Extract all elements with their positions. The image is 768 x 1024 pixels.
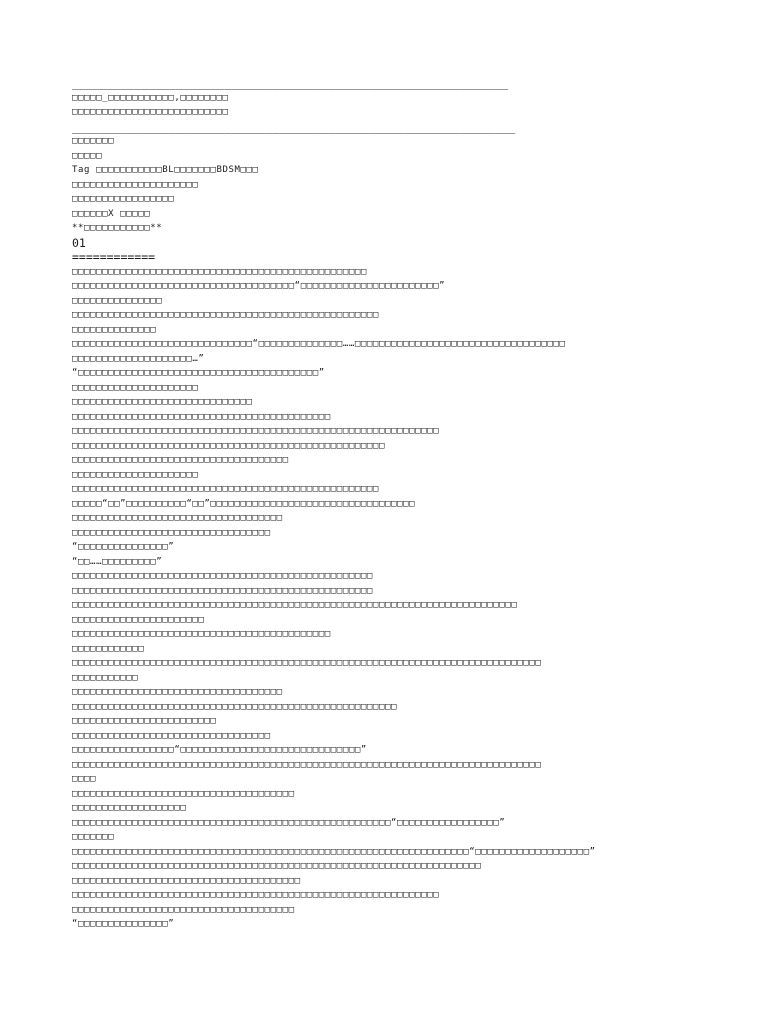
text-line: □□□□□□□□□□□□□□□□□□□: [72, 803, 187, 813]
separator-line: _______________________________________________________________: [72, 76, 509, 90]
heading-rule: ============: [72, 250, 156, 264]
text-line: □□□□□□□□□□□□□□□□□□□□□□□□□□□□□□□□□□□□□“□□□□□□□□□□□□□□□□□□□□□□□”: [72, 281, 446, 291]
text-line: □□□□□□□□□□□□□□□□□□□□□□□□□□□□□□□□□□□□□□□□□□□□□□□□□□□□□□□□□□□□□□□□□□□□□□□□□□□□□□: [72, 759, 542, 770]
text-line: □□□□□□□□□□□□□□□□□□□□□□□□□□□□□□□□□□□□□□□□□□□□□□□□□□: [72, 571, 373, 581]
text-line: □□□□□□□□□□□□□□□□□□□□□□□□□□□□□□□□□□□□□□□□□□□□□□□□□□□□□□: [72, 701, 397, 712]
text-line: □□□□□□□□□□□□□□□□□□□□□□□□□□□□□□□□□□□□□□□□□□□□□□□□□: [72, 266, 367, 277]
text-line: □□□□□□□□□□□□□□□□□□□□□□□□□□□□□□□□□□□□: [72, 455, 289, 465]
text-line: “□□□□□□□□□□□□□□□□□□□□□□□□□□□□□□□□□□□□□□□□”: [72, 368, 325, 378]
text-line: □□□□□□□: [72, 136, 115, 146]
separator-line: ________________________________________________________________: [72, 119, 516, 134]
text-line: □□□□□□□□□□□□□□□□□□□□□□□□□□□□□□□□□□□□□□□□□□□□□□□□□□□□□□□□□□□□□: [72, 426, 440, 436]
text-line: □□□□□□□□□□□□□□□□□□□□□□□□□□□□□□□□□□□□□□□□□□□□□□□□□□□: [72, 484, 379, 494]
text-line: □□□□□□□□□□□□□□□□□□□□□□□□□□□□□□□□□□□: [72, 687, 283, 697]
text-line: □□□□□□□□□□□□□□: [72, 324, 157, 335]
text-line: □□□□□□□□□□□□□□□□□□□□□□□□□□□□□□□□□□□□□□□□□□□□□□□□□□□□□□□□□□□□□□□□□□□□□□□□□□□□□□: [72, 658, 542, 668]
text-line: □□□□□□□□□□□□□□□□□□□□□□□□□□□□□□□□□□□: [72, 513, 283, 523]
text-line: “□□□□□□□□□□□□□□□”: [72, 919, 175, 929]
text-line: □□□□□□□□□□□□□□□□□□□□□□□□□□□□□□□□□□□□□□□□□□□□□□□□□□□□□□□□□□□□□□□□□□“□□□□□□□□□□□□□□□□□□□”: [72, 846, 596, 857]
text-line: □□□□□□□□□□□□□□□□□□□□□□□□□□□□□□: [72, 397, 253, 407]
text-line: □□□□□□□□□□□□□□□□□□□□□□□□□□□□□□□□□: [72, 527, 271, 538]
text-line: □□□□□□□□□□□□: [72, 643, 145, 654]
text-line: □□□□□□□□□□□□□□□□□□□□□□□□□□□□□□□□□□□□□□□□□□□□□□□□□□□□□“□□□□□□□□□□□□□□□□□”: [72, 817, 506, 828]
text-line: “□□□□□□□□□□□□□□□”: [72, 542, 175, 552]
text-line: □□□□□□□□□□□□□□□□□□□□…”: [72, 353, 205, 364]
text-line: □□□□□□□□□□□□□□□□□□□□□□□□□□□□□□“□□□□□□□□□□□□□□……□□□□□□□□□□□□□□□□□□□□□□□□□□□□□□□□□□□: [72, 339, 566, 349]
text-line: □□□□□□□□□□□: [72, 672, 139, 683]
chapter-number: 01: [72, 235, 86, 250]
tag-line: Tag □□□□□□□□□□□BL□□□□□□□BDSM□□□: [72, 165, 259, 175]
text-line: □□□□: [72, 774, 97, 784]
text-line: □□□□□□□□□□□□□□□□□□□□□□□□□□□□□□□□□□□□□: [72, 788, 295, 799]
chapter-title: **□□□□□□□□□□□**: [72, 223, 163, 233]
text-line: “□□……□□□□□□□□□”: [72, 556, 163, 567]
text-line: □□□□□: [72, 150, 103, 161]
text-line: □□□□□_□□□□□□□□□□□,□□□□□□□□: [72, 92, 229, 103]
text-line: □□□□□□□□□□□□□□□□□□□□□□□□□□: [72, 107, 229, 117]
text-line: □□□□□□□□□□□□□□□□□□□□□□□□□□□□□□□□□□□□□□□□□□□: [72, 411, 331, 422]
text-line: □□□□□□□□□□□□□□□: [72, 295, 163, 306]
text-line: □□□□□□□□□□□□□□□□□□□□□□□□□□□□□□□□□□□□□□□□□□□□□□□□□□□□: [72, 440, 385, 451]
text-line: □□□□□□□: [72, 832, 115, 842]
text-line: □□□□□□□□□□□□□□□□□□□□□□□□□□□□□□□□□□□□□: [72, 904, 295, 915]
text-line: □□□□□□□□□□□□□□□□□□□□□□□□□□□□□□□□□□□□□□□□□□□□□□□□□□□□□□□□□□□□□: [72, 890, 440, 900]
text-line: □□□□□□□□□□□□□□□□□□□□□□□□□□□□□□□□□□□□□□□□□□□: [72, 629, 331, 639]
text-line: □□□□□□□□□□□□□□□□□□□□□: [72, 179, 199, 190]
text-line: □□□□□□□□□□□□□□□□□□□□□□□□□□□□□□□□□□□□□□□□□□□□□□□□□□: [72, 585, 373, 596]
text-line: □□□□□□□□□□□□□□□□□□□□□□□□□□□□□□□□□□□□□□□□□□□□□□□□□□□□□□□□□□□□□□□□□□□□□□□□□□: [72, 600, 518, 610]
text-line: □□□□□□□□□□□□□□□□□□□□□: [72, 469, 199, 480]
text-line: □□□□□□□□□□□□□□□□□“□□□□□□□□□□□□□□□□□□□□□□□□□□□□□□”: [72, 745, 367, 755]
text-line: □□□□□□□□□□□□□□□□□□□□□: [72, 382, 199, 393]
text-line: □□□□□□□□□□□□□□□□□□□□□□□□□□□□□□□□□□□□□□: [72, 875, 301, 886]
text-line: □□□□□“□□”□□□□□□□□□□“□□”□□□□□□□□□□□□□□□□□□□□□□□□□□□□□□□□□□: [72, 498, 416, 509]
text-line: □□□□□□□□□□□□□□□□□□□□□□□□□□□□□□□□□□□□□□□□□□□□□□□□□□□□□□□□□□□□□□□□□□□□: [72, 861, 482, 871]
text-line: □□□□□□□□□□□□□□□□□□□□□□: [72, 614, 205, 625]
text-line: □□□□□□X □□□□□: [72, 208, 151, 219]
text-line: □□□□□□□□□□□□□□□□□□□□□□□□: [72, 716, 217, 726]
text-line: □□□□□□□□□□□□□□□□□□□□□□□□□□□□□□□□□: [72, 730, 271, 741]
text-line: □□□□□□□□□□□□□□□□□: [72, 194, 175, 204]
text-line: □□□□□□□□□□□□□□□□□□□□□□□□□□□□□□□□□□□□□□□□□□□□□□□□□□□: [72, 310, 379, 320]
